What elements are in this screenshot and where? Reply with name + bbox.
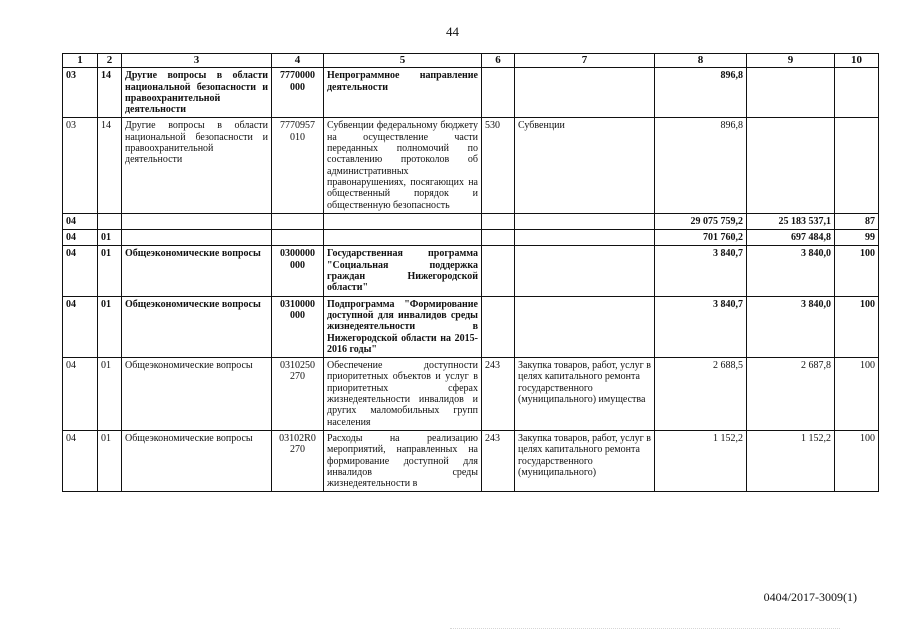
table-row — [63, 246, 879, 296]
table-row — [63, 230, 879, 246]
cell-actual: 1 152,2 — [747, 430, 835, 491]
cell-expense-code: 530 — [482, 118, 515, 213]
cell-actual: 3 840,0 — [747, 296, 835, 357]
cell-target-name: Непрограммное направление деятельности — [324, 68, 482, 118]
cell-expense-name: Закупка товаров, работ, услуг в целях капитального ремонта государственного (муниципального) имущества — [515, 358, 655, 431]
col-header-9: 9 — [747, 54, 835, 68]
cell-subsection: 01 — [98, 430, 122, 491]
cell-target-code: 7770957 010 — [272, 118, 324, 213]
document-id: 0404/2017-3009(1) — [763, 590, 857, 604]
cell-target-name: Государственная программа "Социальная поддержка граждан Нижегородской области" — [324, 246, 482, 296]
cell-expense-name — [515, 246, 655, 296]
cell-target-code — [272, 213, 324, 229]
cell-section: 03 — [63, 68, 98, 118]
cell-expense-code: 243 — [482, 358, 515, 431]
cell-target-name: Обеспечение доступности приоритетных объектов и услуг в приоритетных сферах жизнедеятельности инвалидов и других маломобильных групп населения — [324, 358, 482, 431]
cell-section: 04 — [63, 430, 98, 491]
cell-section-name: Общеэкономические вопросы — [122, 296, 272, 357]
cell-subsection: 01 — [98, 246, 122, 296]
cell-subsection: 01 — [98, 358, 122, 431]
cell-percent: 100 — [835, 296, 879, 357]
cell-target-name: Субвенции федеральному бюджету на осуществление части переданных полномочий по составлению протоколов об административных правонарушениях, посягающих на общественный порядок и общественную безопасность — [324, 118, 482, 213]
cell-target-code: 0310000 000 — [272, 296, 324, 357]
cell-target-code: 7770000 000 — [272, 68, 324, 118]
cell-target-name — [324, 213, 482, 229]
table-row — [63, 296, 879, 357]
cell-subsection: 14 — [98, 118, 122, 213]
cell-target-code — [272, 230, 324, 246]
cell-target-code: 0300000 000 — [272, 246, 324, 296]
cell-expense-name: Субвенции — [515, 118, 655, 213]
col-header-5: 5 — [324, 54, 482, 68]
cell-expense-code: 243 — [482, 430, 515, 491]
col-header-4: 4 — [272, 54, 324, 68]
cell-expense-name — [515, 213, 655, 229]
cell-expense-code — [482, 68, 515, 118]
cell-planned: 3 840,7 — [655, 246, 747, 296]
cell-expense-code — [482, 230, 515, 246]
cell-expense-code — [482, 213, 515, 229]
cell-planned: 896,8 — [655, 118, 747, 213]
cell-expense-name — [515, 230, 655, 246]
cell-percent: 100 — [835, 358, 879, 431]
cell-percent — [835, 68, 879, 118]
cell-planned: 2 688,5 — [655, 358, 747, 431]
header-row — [63, 54, 879, 68]
col-header-3: 3 — [122, 54, 272, 68]
cell-actual: 697 484,8 — [747, 230, 835, 246]
cell-section-name: Общеэкономические вопросы — [122, 358, 272, 431]
cell-actual — [747, 118, 835, 213]
cell-expense-name: Закупка товаров, работ, услуг в целях капитального ремонта государственного (муниципального) — [515, 430, 655, 491]
cell-section-name — [122, 213, 272, 229]
cell-percent — [835, 118, 879, 213]
cell-actual: 2 687,8 — [747, 358, 835, 431]
table-row — [63, 430, 879, 491]
cell-subsection: 14 — [98, 68, 122, 118]
cell-expense-code — [482, 296, 515, 357]
cell-target-name — [324, 230, 482, 246]
cell-section: 04 — [63, 213, 98, 229]
cell-subsection: 01 — [98, 296, 122, 357]
cell-expense-name — [515, 296, 655, 357]
col-header-10: 10 — [835, 54, 879, 68]
cell-actual — [747, 68, 835, 118]
cell-section-name: Другие вопросы в области национальной безопасности и правоохранительной деятельности — [122, 68, 272, 118]
cell-subsection — [98, 213, 122, 229]
page-number: 44 — [446, 24, 459, 39]
col-header-8: 8 — [655, 54, 747, 68]
cell-planned: 3 840,7 — [655, 296, 747, 357]
cell-subsection: 01 — [98, 230, 122, 246]
cell-percent: 87 — [835, 213, 879, 229]
col-header-2: 2 — [98, 54, 122, 68]
cell-planned: 896,8 — [655, 68, 747, 118]
cell-section: 04 — [63, 358, 98, 431]
cell-planned: 29 075 759,2 — [655, 213, 747, 229]
col-header-1: 1 — [63, 54, 98, 68]
cell-planned: 1 152,2 — [655, 430, 747, 491]
scan-artifact — [450, 628, 840, 635]
cell-percent: 99 — [835, 230, 879, 246]
table-row — [63, 118, 879, 213]
budget-table — [62, 53, 879, 492]
cell-section-name: Общеэкономические вопросы — [122, 246, 272, 296]
cell-section: 04 — [63, 230, 98, 246]
cell-section: 03 — [63, 118, 98, 213]
col-header-6: 6 — [482, 54, 515, 68]
col-header-7: 7 — [515, 54, 655, 68]
cell-section: 04 — [63, 296, 98, 357]
cell-actual: 3 840,0 — [747, 246, 835, 296]
cell-section-name: Общеэкономические вопросы — [122, 430, 272, 491]
cell-planned: 701 760,2 — [655, 230, 747, 246]
cell-target-code: 0310250 270 — [272, 358, 324, 431]
cell-target-code: 03102R0 270 — [272, 430, 324, 491]
cell-target-name: Расходы на реализацию мероприятий, направленных на формирование доступной для инвалидов среды жизнедеятельности в — [324, 430, 482, 491]
cell-section: 04 — [63, 246, 98, 296]
cell-section-name: Другие вопросы в области национальной безопасности и правоохранительной деятельности — [122, 118, 272, 213]
table-row — [63, 358, 879, 431]
cell-percent: 100 — [835, 430, 879, 491]
cell-target-name: Подпрограмма "Формирование доступной для инвалидов среды жизнедеятельности в Нижегородской области на 2015-2016 годы" — [324, 296, 482, 357]
cell-expense-name — [515, 68, 655, 118]
cell-expense-code — [482, 246, 515, 296]
table-row — [63, 68, 879, 118]
table-row — [63, 213, 879, 229]
cell-section-name — [122, 230, 272, 246]
cell-actual: 25 183 537,1 — [747, 213, 835, 229]
cell-percent: 100 — [835, 246, 879, 296]
